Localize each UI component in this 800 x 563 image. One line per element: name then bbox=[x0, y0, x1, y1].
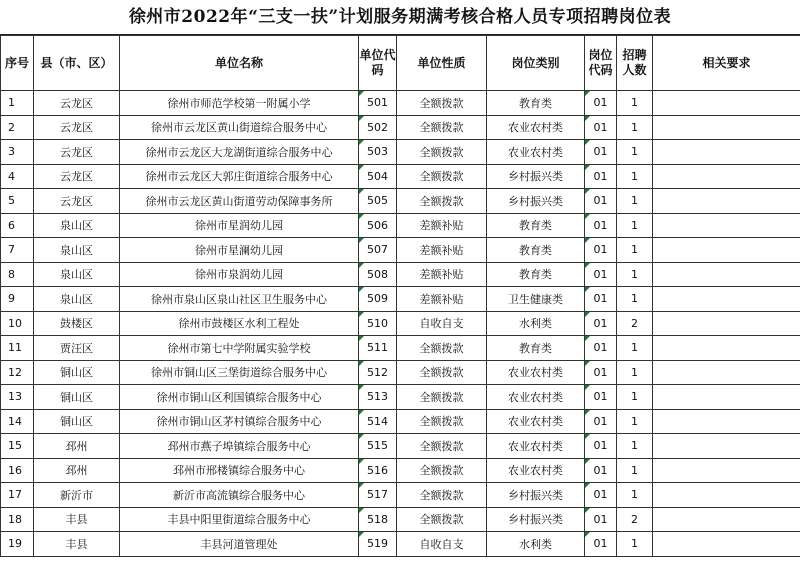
cell-pos-code: 01 bbox=[585, 213, 617, 238]
cell-seq: 9 bbox=[1, 287, 34, 312]
cell-pos-code: 01 bbox=[585, 91, 617, 116]
cell-unit: 徐州市云龙区黄山街道综合服务中心 bbox=[120, 115, 359, 140]
cell-count: 1 bbox=[617, 483, 653, 508]
cell-count: 1 bbox=[617, 238, 653, 263]
cell-county: 泉山区 bbox=[34, 262, 120, 287]
cell-count: 1 bbox=[617, 409, 653, 434]
cell-seq: 16 bbox=[1, 458, 34, 483]
cell-req bbox=[653, 311, 800, 336]
cell-unit: 徐州市第七中学附属实验学校 bbox=[120, 336, 359, 361]
cell-pos-code: 01 bbox=[585, 164, 617, 189]
table-body bbox=[1, 91, 800, 557]
cell-req bbox=[653, 360, 800, 385]
cell-county: 丰县 bbox=[34, 507, 120, 532]
cell-unit: 徐州市星澜幼儿园 bbox=[120, 238, 359, 263]
cell-seq: 14 bbox=[1, 409, 34, 434]
cell-unit-code: 517 bbox=[359, 483, 397, 508]
cell-seq: 17 bbox=[1, 483, 34, 508]
cell-unit-code: 518 bbox=[359, 507, 397, 532]
cell-category: 农业农村类 bbox=[487, 458, 585, 483]
table-row bbox=[1, 164, 800, 189]
cell-seq: 18 bbox=[1, 507, 34, 532]
cell-seq: 7 bbox=[1, 238, 34, 263]
cell-count: 1 bbox=[617, 458, 653, 483]
cell-req bbox=[653, 140, 800, 165]
cell-pos-code: 01 bbox=[585, 336, 617, 361]
cell-category: 农业农村类 bbox=[487, 409, 585, 434]
cell-seq: 2 bbox=[1, 115, 34, 140]
cell-unit-code: 514 bbox=[359, 409, 397, 434]
table-row bbox=[1, 213, 800, 238]
cell-category: 农业农村类 bbox=[487, 115, 585, 140]
cell-unit: 徐州市铜山区三堡街道综合服务中心 bbox=[120, 360, 359, 385]
cell-req bbox=[653, 91, 800, 116]
cell-req bbox=[653, 507, 800, 532]
col-header-county: 县（市、区） bbox=[34, 36, 120, 91]
cell-unit-code: 504 bbox=[359, 164, 397, 189]
table-row bbox=[1, 458, 800, 483]
cell-count: 1 bbox=[617, 115, 653, 140]
cell-nature: 全额拨款 bbox=[397, 164, 487, 189]
table-row bbox=[1, 483, 800, 508]
table-row bbox=[1, 409, 800, 434]
table-row bbox=[1, 434, 800, 459]
col-header-pos-code: 岗位代码 bbox=[585, 36, 617, 91]
cell-count: 1 bbox=[617, 434, 653, 459]
cell-nature: 全额拨款 bbox=[397, 189, 487, 214]
cell-nature: 自收自支 bbox=[397, 532, 487, 557]
cell-category: 卫生健康类 bbox=[487, 287, 585, 312]
cell-county: 丰县 bbox=[34, 532, 120, 557]
table-row bbox=[1, 532, 800, 557]
cell-pos-code: 01 bbox=[585, 458, 617, 483]
cell-unit-code: 519 bbox=[359, 532, 397, 557]
cell-seq: 15 bbox=[1, 434, 34, 459]
cell-seq: 4 bbox=[1, 164, 34, 189]
table-row bbox=[1, 507, 800, 532]
cell-county: 邳州 bbox=[34, 458, 120, 483]
cell-pos-code: 01 bbox=[585, 483, 617, 508]
cell-unit-code: 515 bbox=[359, 434, 397, 459]
cell-pos-code: 01 bbox=[585, 409, 617, 434]
cell-count: 1 bbox=[617, 532, 653, 557]
cell-count: 1 bbox=[617, 164, 653, 189]
cell-unit-code: 512 bbox=[359, 360, 397, 385]
cell-pos-code: 01 bbox=[585, 287, 617, 312]
cell-nature: 全额拨款 bbox=[397, 115, 487, 140]
cell-req bbox=[653, 409, 800, 434]
col-header-seq: 序号 bbox=[1, 36, 34, 91]
cell-county: 铜山区 bbox=[34, 409, 120, 434]
cell-count: 1 bbox=[617, 287, 653, 312]
cell-seq: 8 bbox=[1, 262, 34, 287]
cell-unit: 邳州市燕子埠镇综合服务中心 bbox=[120, 434, 359, 459]
cell-unit-code: 510 bbox=[359, 311, 397, 336]
cell-unit-code: 507 bbox=[359, 238, 397, 263]
cell-pos-code: 01 bbox=[585, 360, 617, 385]
cell-count: 1 bbox=[617, 360, 653, 385]
cell-county: 鼓楼区 bbox=[34, 311, 120, 336]
cell-category: 乡村振兴类 bbox=[487, 189, 585, 214]
cell-req bbox=[653, 164, 800, 189]
table-row bbox=[1, 360, 800, 385]
cell-count: 1 bbox=[617, 262, 653, 287]
cell-unit: 徐州市云龙区大郭庄街道综合服务中心 bbox=[120, 164, 359, 189]
table-row bbox=[1, 140, 800, 165]
table-row bbox=[1, 189, 800, 214]
cell-seq: 19 bbox=[1, 532, 34, 557]
cell-category: 农业农村类 bbox=[487, 385, 585, 410]
cell-pos-code: 01 bbox=[585, 532, 617, 557]
cell-seq: 11 bbox=[1, 336, 34, 361]
col-header-count: 招聘人数 bbox=[617, 36, 653, 91]
cell-req bbox=[653, 115, 800, 140]
cell-unit: 徐州市铜山区利国镇综合服务中心 bbox=[120, 385, 359, 410]
cell-pos-code: 01 bbox=[585, 238, 617, 263]
cell-count: 1 bbox=[617, 189, 653, 214]
cell-category: 教育类 bbox=[487, 91, 585, 116]
cell-unit: 邳州市邢楼镇综合服务中心 bbox=[120, 458, 359, 483]
cell-req bbox=[653, 287, 800, 312]
cell-req bbox=[653, 213, 800, 238]
cell-category: 农业农村类 bbox=[487, 360, 585, 385]
cell-unit: 徐州市云龙区黄山街道劳动保障事务所 bbox=[120, 189, 359, 214]
cell-req bbox=[653, 238, 800, 263]
table-row bbox=[1, 311, 800, 336]
cell-req bbox=[653, 336, 800, 361]
cell-req bbox=[653, 458, 800, 483]
table-row bbox=[1, 385, 800, 410]
cell-county: 新沂市 bbox=[34, 483, 120, 508]
cell-category: 农业农村类 bbox=[487, 140, 585, 165]
cell-nature: 全额拨款 bbox=[397, 483, 487, 508]
cell-unit-code: 502 bbox=[359, 115, 397, 140]
cell-req bbox=[653, 385, 800, 410]
cell-nature: 全额拨款 bbox=[397, 360, 487, 385]
col-header-req: 相关要求 bbox=[653, 36, 800, 91]
cell-pos-code: 01 bbox=[585, 507, 617, 532]
cell-pos-code: 01 bbox=[585, 434, 617, 459]
cell-county: 铜山区 bbox=[34, 360, 120, 385]
cell-unit: 徐州市云龙区大龙湖街道综合服务中心 bbox=[120, 140, 359, 165]
cell-nature: 全额拨款 bbox=[397, 507, 487, 532]
col-header-unit: 单位名称 bbox=[120, 36, 359, 91]
cell-county: 云龙区 bbox=[34, 140, 120, 165]
cell-unit-code: 503 bbox=[359, 140, 397, 165]
cell-unit-code: 508 bbox=[359, 262, 397, 287]
table-row bbox=[1, 238, 800, 263]
cell-pos-code: 01 bbox=[585, 262, 617, 287]
cell-nature: 差额补贴 bbox=[397, 238, 487, 263]
cell-category: 水利类 bbox=[487, 532, 585, 557]
cell-unit-code: 509 bbox=[359, 287, 397, 312]
cell-unit: 徐州市星润幼儿园 bbox=[120, 213, 359, 238]
cell-nature: 全额拨款 bbox=[397, 434, 487, 459]
cell-pos-code: 01 bbox=[585, 385, 617, 410]
cell-county: 云龙区 bbox=[34, 115, 120, 140]
cell-nature: 差额补贴 bbox=[397, 262, 487, 287]
cell-unit: 徐州市鼓楼区水利工程处 bbox=[120, 311, 359, 336]
cell-unit: 徐州市师范学校第一附属小学 bbox=[120, 91, 359, 116]
cell-county: 铜山区 bbox=[34, 385, 120, 410]
cell-count: 1 bbox=[617, 336, 653, 361]
table-row bbox=[1, 287, 800, 312]
cell-category: 乡村振兴类 bbox=[487, 507, 585, 532]
cell-req bbox=[653, 262, 800, 287]
cell-req bbox=[653, 483, 800, 508]
col-header-nature: 单位性质 bbox=[397, 36, 487, 91]
cell-pos-code: 01 bbox=[585, 311, 617, 336]
cell-count: 1 bbox=[617, 140, 653, 165]
cell-pos-code: 01 bbox=[585, 189, 617, 214]
cell-category: 乡村振兴类 bbox=[487, 483, 585, 508]
cell-unit-code: 513 bbox=[359, 385, 397, 410]
cell-seq: 13 bbox=[1, 385, 34, 410]
cell-unit-code: 516 bbox=[359, 458, 397, 483]
cell-req bbox=[653, 532, 800, 557]
positions-table bbox=[0, 35, 800, 557]
table-row bbox=[1, 91, 800, 116]
cell-category: 农业农村类 bbox=[487, 434, 585, 459]
cell-unit-code: 501 bbox=[359, 91, 397, 116]
cell-pos-code: 01 bbox=[585, 140, 617, 165]
cell-nature: 全额拨款 bbox=[397, 385, 487, 410]
table-row bbox=[1, 336, 800, 361]
cell-pos-code: 01 bbox=[585, 115, 617, 140]
cell-nature: 全额拨款 bbox=[397, 91, 487, 116]
table-row bbox=[1, 115, 800, 140]
cell-unit: 丰县中阳里街道综合服务中心 bbox=[120, 507, 359, 532]
cell-county: 泉山区 bbox=[34, 213, 120, 238]
table-title: 徐州市2022年“三支一扶”计划服务期满考核合格人员专项招聘岗位表 bbox=[0, 0, 800, 35]
cell-count: 1 bbox=[617, 91, 653, 116]
cell-unit: 徐州市泉润幼儿园 bbox=[120, 262, 359, 287]
cell-unit: 新沂市高流镇综合服务中心 bbox=[120, 483, 359, 508]
cell-county: 云龙区 bbox=[34, 189, 120, 214]
cell-req bbox=[653, 434, 800, 459]
cell-category: 教育类 bbox=[487, 262, 585, 287]
cell-seq: 5 bbox=[1, 189, 34, 214]
cell-count: 1 bbox=[617, 385, 653, 410]
cell-count: 1 bbox=[617, 213, 653, 238]
cell-seq: 10 bbox=[1, 311, 34, 336]
col-header-category: 岗位类别 bbox=[487, 36, 585, 91]
cell-nature: 差额补贴 bbox=[397, 287, 487, 312]
cell-category: 教育类 bbox=[487, 213, 585, 238]
cell-unit-code: 505 bbox=[359, 189, 397, 214]
cell-nature: 差额补贴 bbox=[397, 213, 487, 238]
cell-nature: 全额拨款 bbox=[397, 336, 487, 361]
cell-seq: 6 bbox=[1, 213, 34, 238]
cell-nature: 全额拨款 bbox=[397, 140, 487, 165]
cell-unit: 丰县河道管理处 bbox=[120, 532, 359, 557]
cell-req bbox=[653, 189, 800, 214]
cell-seq: 3 bbox=[1, 140, 34, 165]
col-header-unit-code: 单位代码 bbox=[359, 36, 397, 91]
cell-seq: 1 bbox=[1, 91, 34, 116]
header-row bbox=[1, 36, 800, 91]
cell-county: 云龙区 bbox=[34, 164, 120, 189]
cell-category: 乡村振兴类 bbox=[487, 164, 585, 189]
cell-county: 泉山区 bbox=[34, 287, 120, 312]
cell-category: 教育类 bbox=[487, 238, 585, 263]
cell-nature: 全额拨款 bbox=[397, 409, 487, 434]
cell-county: 贾汪区 bbox=[34, 336, 120, 361]
cell-unit: 徐州市铜山区茅村镇综合服务中心 bbox=[120, 409, 359, 434]
cell-nature: 全额拨款 bbox=[397, 458, 487, 483]
cell-category: 教育类 bbox=[487, 336, 585, 361]
table-row bbox=[1, 262, 800, 287]
cell-category: 水利类 bbox=[487, 311, 585, 336]
cell-unit-code: 506 bbox=[359, 213, 397, 238]
cell-count: 2 bbox=[617, 507, 653, 532]
cell-county: 泉山区 bbox=[34, 238, 120, 263]
cell-count: 2 bbox=[617, 311, 653, 336]
cell-unit: 徐州市泉山区泉山社区卫生服务中心 bbox=[120, 287, 359, 312]
cell-county: 邳州 bbox=[34, 434, 120, 459]
cell-nature: 自收自支 bbox=[397, 311, 487, 336]
cell-seq: 12 bbox=[1, 360, 34, 385]
cell-unit-code: 511 bbox=[359, 336, 397, 361]
cell-county: 云龙区 bbox=[34, 91, 120, 116]
